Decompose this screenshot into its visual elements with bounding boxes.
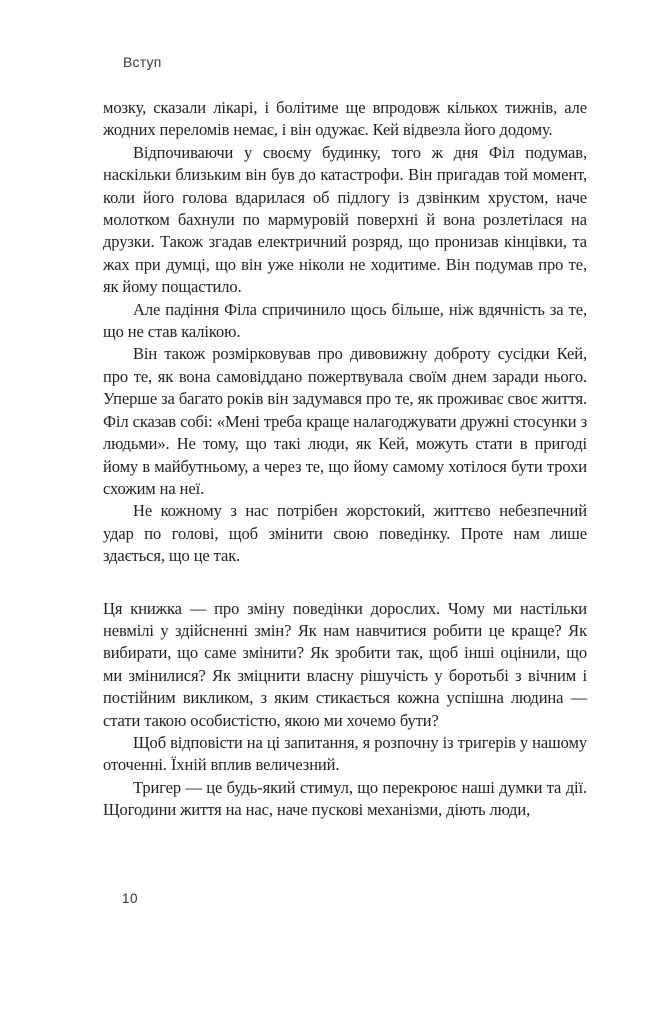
page-body-text (103, 97, 587, 822)
body-paragraph: Відпочиваючи у своєму будинку, того ж дня Філ подумав, наскільки близьким він був до катастрофи. Він пригадав той момент, коли його голова вдарилася об підлогу із дзвінким хрустом, наче молотком бахнули по мармуровій поверхні й вона розлетілася на друзки. Також згадав електричний розряд, що пронизав кінцівки, та жах при думці, що він уже ніколи не ходитиме. Він подумав про те, як йому пощастило. (103, 142, 587, 297)
body-paragraph: Щоб відповісти на ці запитання, я розпочну із тригерів у нашому оточенні. Їхній вплив величезний. (103, 732, 587, 775)
body-paragraph: мозку, сказали лікарі, і болітиме ще впродовж кількох тижнів, але жодних переломів немає, і він одужає. Кей відвезла його додому. (103, 98, 587, 140)
body-paragraph: Він також розмірковував про дивовижну доброту сусідки Кей, про те, як вона самовіддано пожертвувала своїм днем заради нього. Уперше за багато років він задумався про те, як проживає своє життя. Філ сказав собі: «Мені треба краще налагоджувати дружні стосунки з людьми». Не тому, що такі люди, як Кей, можуть стати в пригоді йому в майбутньому, а через те, що йому самому хотілося бути трохи схожим на неї. (103, 344, 587, 498)
body-paragraph-section-start: Ця книжка — про зміну поведінки дорослих. Чому ми настільки невмілі у здійсненні змін? Як нам навчитися робити це краще? Як вибирати, що саме змінити? Як зробити так, щоб інші оцінили, що ми змінилися? Як зміцнити власну рішучість у боротьбі з вічним і постійним викликом, з яким стикається кожна успішна людина — стати такою особистістю, якою ми хочемо бути? (103, 598, 587, 730)
body-paragraph: Тригер — це будь-який стимул, що перекроює наші думки та дії. Щогодини життя на нас, наче пускові механізми, діють люди, (103, 777, 587, 820)
chapter-running-header: Вступ (123, 54, 162, 70)
body-paragraph: Але падіння Філа спричинило щось більше, ніж вдячність за те, що не став калікою. (103, 299, 587, 342)
page-number: 10 (122, 891, 139, 906)
body-paragraph: Не кожному з нас потрібен жорстокий, життєво небезпечний удар по голові, щоб змінити свою поведінку. Проте нам лише здається, що це так. (103, 501, 587, 566)
